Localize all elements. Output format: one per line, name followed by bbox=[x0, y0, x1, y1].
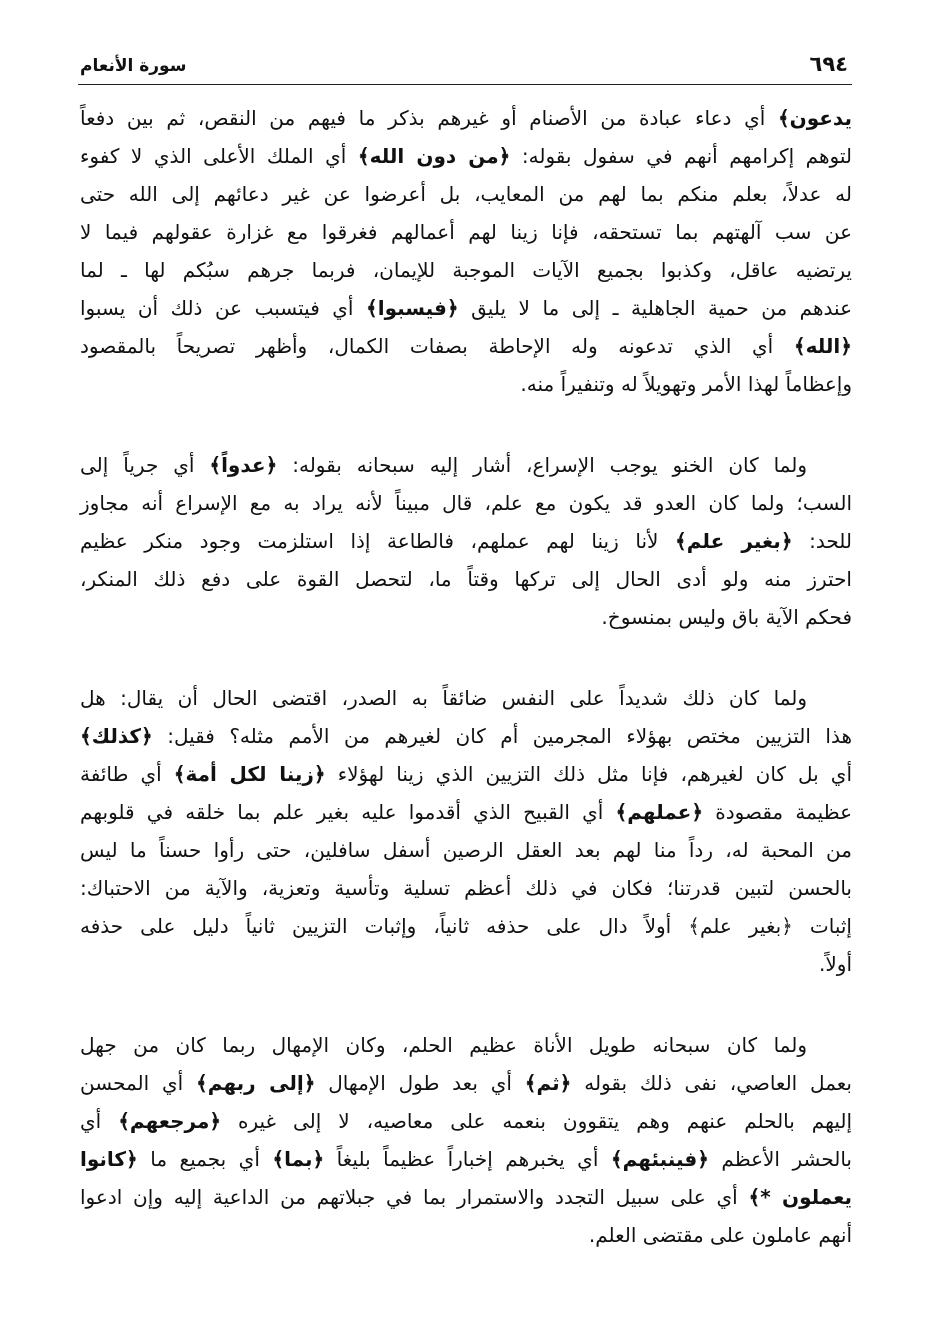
quran-quote: ﴿بما﴾ bbox=[272, 1147, 325, 1171]
quran-quote: ﴿فينبئهم﴾ bbox=[610, 1147, 709, 1171]
text-line bbox=[80, 1216, 852, 1254]
header-rule bbox=[78, 84, 852, 85]
text-segment: أي فيتسبب عن ذلك أن يسبوا bbox=[80, 296, 366, 320]
text-segment: السب؛ ولما كان العدو قد يكون مع علم، قال مبيناً لأنه يراد به مع الإسراع أنه مجاوز bbox=[80, 491, 852, 515]
quran-quote: يعملون *﴾ bbox=[748, 1185, 853, 1209]
text-line bbox=[80, 1102, 852, 1140]
text-line bbox=[80, 755, 852, 793]
text-segment: ولما كان ذلك شديداً على النفس ضائقاً به الصدر، اقتضى الحال أن يقال: هل bbox=[80, 686, 807, 710]
text-segment: لأنا زينا لهم عملهم، فالطاعة إذا استلزمت وجود منكر عظيم bbox=[80, 529, 675, 553]
text-line bbox=[80, 484, 852, 522]
quran-quote: ﴿ثم﴾ bbox=[524, 1071, 572, 1095]
text-line bbox=[80, 717, 852, 755]
text-segment: أي بل كان لغيرهم، فإنا مثل ذلك التزيين الذي زينا لهؤلاء bbox=[325, 762, 853, 786]
text-segment: ولما كان سبحانه طويل الأناة عظيم الحلم، وكان الإمهال ربما كان من جهل bbox=[80, 1033, 807, 1057]
quran-quote: ﴿الله﴾ bbox=[793, 334, 852, 358]
text-segment: بالحسن لتبين قدرتنا؛ فكان في ذلك أعظم تسلية وتأسية وتعزية، والآية من الاحتباك: bbox=[80, 876, 852, 900]
text-segment: هذا التزيين مختص بهؤلاء المجرمين أم كان لغيرهم من الأمم مثله؟ فقيل: bbox=[152, 724, 852, 748]
text-line bbox=[80, 869, 852, 907]
text-segment: أي بعد طول الإمهال bbox=[315, 1071, 525, 1095]
text-segment: أي على سبيل التجدد والاستمرار بما في جبلاتهم من الداعية إليه وإن ادعوا bbox=[80, 1185, 749, 1209]
quran-quote: ﴿من دون الله﴾ bbox=[357, 144, 511, 168]
paragraph bbox=[80, 679, 852, 983]
text-segment: أنهم عاملون على مقتضى العلم. bbox=[588, 1223, 852, 1247]
text-line bbox=[80, 1140, 852, 1178]
text-segment: بالحشر الأعظم bbox=[708, 1147, 852, 1171]
text-line bbox=[80, 251, 852, 289]
quran-quote: ﴿كانوا bbox=[80, 1147, 138, 1171]
text-segment: أي طائفة bbox=[80, 762, 174, 786]
body-text bbox=[80, 99, 852, 1297]
text-line bbox=[80, 831, 852, 869]
text-segment: لتوهم إكرامهم أنهم في سفول بقوله: bbox=[510, 144, 852, 168]
text-segment: أي دعاء عبادة من الأصنام أو غيرهم بذكر ما فيهم من النقص، ثم بين دفعاً bbox=[80, 106, 778, 130]
text-segment: عظيمة مقصودة bbox=[703, 800, 853, 824]
text-line bbox=[80, 522, 852, 560]
text-segment: للحد: bbox=[792, 529, 852, 553]
text-segment: أي المحسن bbox=[80, 1071, 197, 1095]
paragraph bbox=[80, 1026, 852, 1254]
text-line bbox=[80, 137, 852, 175]
text-line bbox=[80, 327, 852, 365]
text-line bbox=[80, 175, 852, 213]
paragraph bbox=[80, 99, 852, 403]
text-line bbox=[80, 446, 852, 484]
quran-quote: ﴿فيسبوا﴾ bbox=[366, 296, 459, 320]
text-segment: أي يخبرهم إخباراً عظيماً بليغاً bbox=[324, 1147, 611, 1171]
text-segment: أي الملك الأعلى الذي لا كفوء bbox=[80, 144, 358, 168]
text-line bbox=[80, 365, 852, 403]
text-segment: احترز منه ولو أدى الحال إلى تركها وقتاً ما، لتحصل القوة على دفع ذلك المنكر، bbox=[80, 567, 852, 591]
text-line bbox=[80, 560, 852, 598]
quran-quote: ﴿زينا لكل أمة﴾ bbox=[173, 762, 326, 786]
text-line bbox=[80, 679, 852, 717]
quran-quote: ﴿بغير علم﴾ bbox=[675, 529, 793, 553]
text-segment: يرتضيه عاقل، وكذبوا بجميع الآيات الموجبة للإيمان، فربما جرهم سبُكم لها ـ لما bbox=[80, 258, 852, 282]
text-segment: إثبات ﴿بغير علم﴾ أولاً دال على حذفه ثانياً، وإثبات التزيين ثانياً دليل على حذفه bbox=[80, 914, 852, 938]
quran-quote: ﴿عملهم﴾ bbox=[615, 800, 704, 824]
text-line bbox=[80, 289, 852, 327]
text-segment: أي القبيح الذي أقدموا عليه بغير علم بما خلقه في قلوبهم bbox=[80, 800, 616, 824]
quran-quote: ﴿إلى ربهم﴾ bbox=[196, 1071, 316, 1095]
text-line bbox=[80, 99, 852, 137]
text-line bbox=[80, 1178, 852, 1216]
text-segment: أولاً. bbox=[819, 952, 852, 976]
text-segment: أي جرياً إلى bbox=[80, 453, 210, 477]
text-segment: فحكم الآية باق وليس بمنسوخ. bbox=[601, 605, 852, 629]
paragraph bbox=[80, 446, 852, 636]
text-segment: إليهم بالحلم عنهم وهم يتقوون بنعمه على معاصيه، لا إلى غيره bbox=[221, 1109, 853, 1133]
text-segment: عن سب آلهتهم بما تستحقه، فإنا زينا لهم أعمالهم فغرقوا مع غزارة عقولهم فيما لا bbox=[80, 220, 852, 244]
text-segment: عندهم من حمية الجاهلية ـ إلى ما لا يليق bbox=[458, 296, 852, 320]
text-line bbox=[80, 793, 852, 831]
text-segment: أي بجميع ما bbox=[137, 1147, 273, 1171]
text-line bbox=[80, 213, 852, 251]
text-segment: أي bbox=[80, 1109, 119, 1133]
quran-quote: يدعون﴾ bbox=[777, 106, 852, 130]
text-segment: وإعظاماً لهذا الأمر وتهويلاً له وتنفيراً منه. bbox=[520, 372, 852, 396]
page-header bbox=[80, 50, 852, 82]
text-line bbox=[80, 907, 852, 945]
text-segment: من المحبة له، رداً منا لهم بعد العقل الرصين أسفل سافلين، حتى رأوا حسناً ما ليس bbox=[80, 838, 852, 862]
text-segment: أي الذي تدعونه وله الإحاطة بصفات الكمال، وأظهر تصريحاً بالمقصود bbox=[80, 334, 794, 358]
quran-quote: ﴿كذلك﴾ bbox=[80, 724, 153, 748]
book-page bbox=[80, 0, 852, 1343]
quran-quote: ﴿عدواً﴾ bbox=[209, 453, 278, 477]
text-segment: ولما كان الخنو يوجب الإسراع، أشار إليه سبحانه بقوله: bbox=[277, 453, 807, 477]
quran-quote: ﴿مرجعهم﴾ bbox=[118, 1109, 222, 1133]
text-segment: له عدلاً، بعلم منكم بما لهم من المعايب، بل أعرضوا عن غير دعائهم إلى الله حتى bbox=[80, 182, 852, 206]
text-line bbox=[80, 1064, 852, 1102]
text-line bbox=[80, 945, 852, 983]
text-line bbox=[80, 598, 852, 636]
text-segment: بعمل العاصي، نفى ذلك بقوله bbox=[571, 1071, 852, 1095]
text-line bbox=[80, 1026, 852, 1064]
surah-title: سورة الأنعام bbox=[80, 56, 187, 76]
page-number: ٦٩٤ bbox=[809, 52, 848, 76]
